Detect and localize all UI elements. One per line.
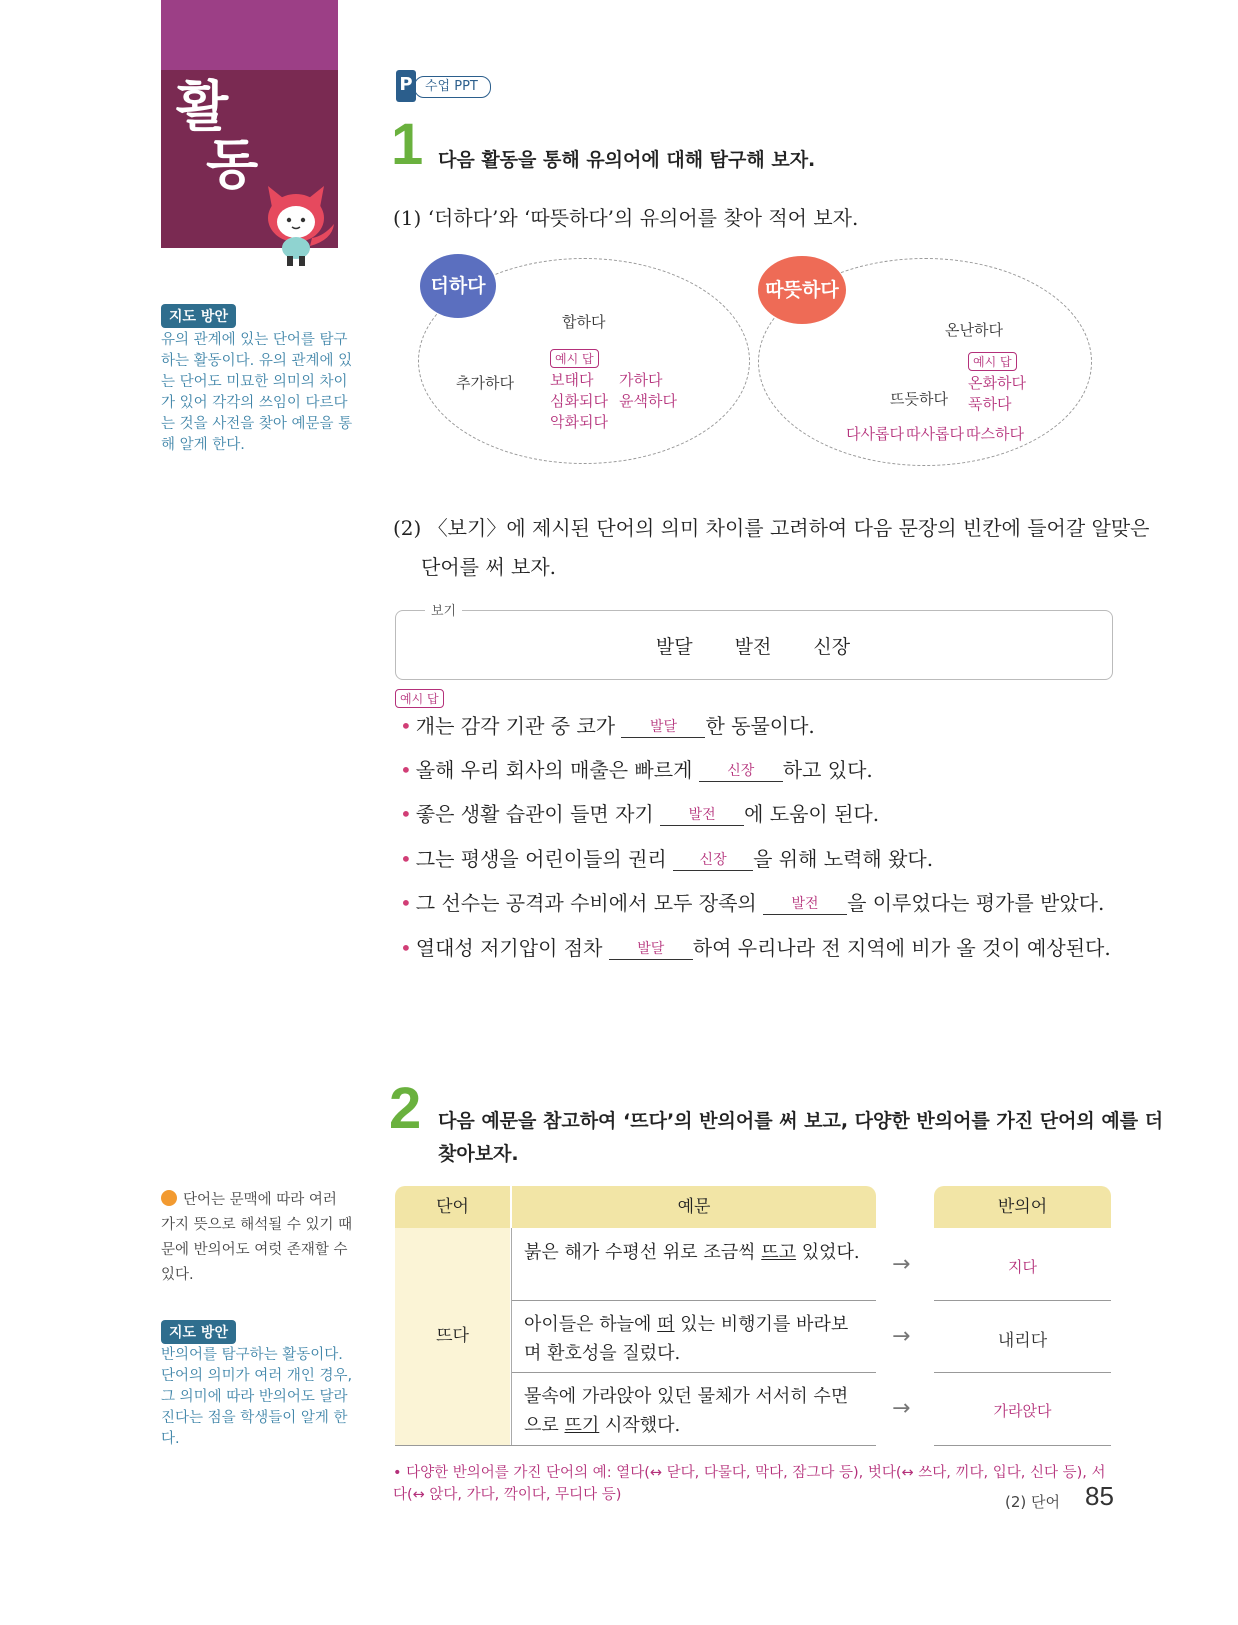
table-bottom-border	[395, 1445, 876, 1446]
sentence-blank: 발달	[621, 717, 705, 738]
table-row-3-antonym: 가라앉다	[993, 1402, 1052, 1420]
example-underlined: 뜨기	[564, 1415, 600, 1436]
arrow-icon: →	[892, 1324, 911, 1349]
page-section: (2) 단어	[1005, 1493, 1060, 1511]
question-1-sub2-line2: 단어를 써 보자.	[421, 555, 556, 579]
row-divider	[512, 1300, 876, 1301]
blob-1-word-a: 합하다	[562, 313, 606, 331]
table-header-antonym: 반의어	[934, 1186, 1111, 1228]
sentence-pre: 개는 감각 기관 중 코가	[415, 714, 622, 738]
example-text: 아이들은 하늘에	[524, 1314, 658, 1335]
bogi-label: 보기	[425, 600, 462, 619]
sentence-3	[400, 798, 879, 827]
fox-mascot-icon	[254, 176, 340, 268]
sentence-4	[400, 843, 933, 872]
example-underlined: 뜨고	[761, 1242, 797, 1263]
blob-1-answer-2: 가하다	[619, 371, 663, 389]
activity-title-line1: 활	[176, 75, 225, 138]
antonym-examples-note: • 다양한 반의어를 가진 단어의 예: 열다(↔ 닫다, 다물다, 막다, 잠그다 등), 벗다(↔ 쓰다, 끼다, 입다, 신다 등), 서다(↔ 앉다, 가다, 깍이다, 무디다 등)	[393, 1465, 1106, 1503]
question-1-number: 1	[391, 112, 424, 177]
sentence-blank: 발전	[763, 894, 847, 915]
table-row-1-antonym: 지다	[1008, 1258, 1037, 1276]
sentence-5	[400, 887, 1104, 916]
blob-2-answer-2: 푹하다	[968, 395, 1012, 413]
blob-2-answer-1: 온화하다	[968, 374, 1026, 392]
table-row-2-antonym: 내리다	[997, 1331, 1048, 1351]
sentence-post: 을 이루었다는 평가를 받았다.	[847, 891, 1105, 915]
bullet-icon: •	[400, 891, 412, 915]
row-divider	[934, 1372, 1111, 1373]
table-row-3-example	[512, 1382, 876, 1440]
sentences-answer-tag: 예시 답	[395, 689, 444, 708]
bullet-icon: •	[400, 714, 412, 738]
arrow-icon: →	[892, 1252, 911, 1277]
sentence-post: 을 위해 노력해 왔다.	[753, 847, 934, 871]
blob-1-word-b: 추가하다	[456, 374, 514, 392]
bogi-word: 신장	[813, 636, 851, 658]
sentence-post: 하여 우리나라 전 지역에 비가 올 것이 예상된다.	[692, 936, 1111, 960]
example-text: 물속에 가라앉아 있던 물체가 서서히 수면으로	[524, 1386, 849, 1436]
bullet-icon: •	[400, 802, 412, 826]
blob-1-answer-1: 보태다	[550, 371, 594, 389]
table-row-1-example	[512, 1238, 876, 1267]
blob-2-answer-3: 다사롭다	[846, 425, 904, 443]
table-bottom-border	[934, 1445, 1111, 1446]
blob-1-answer-3: 심화되다	[550, 392, 608, 410]
sentence-pre: 그 선수는 공격과 수비에서 모두 장족의	[415, 891, 764, 915]
question-2-text-line2: 찾아보자.	[438, 1143, 519, 1165]
guide-text-2: 반의어를 탐구하는 활동이다. 단어의 의미가 여러 개인 경우, 그 의미에 따라 반의어도 달라진다는 점을 학생들이 알게 한다.	[161, 1347, 353, 1447]
example-text: 시작했다.	[599, 1415, 681, 1436]
blob-2-word-b: 뜨듯하다	[890, 390, 948, 408]
arrow-icon: →	[892, 1396, 911, 1421]
blob-1-badge: 더하다	[420, 254, 496, 318]
sentence-blank: 발달	[609, 939, 693, 960]
bogi-words	[395, 632, 1111, 659]
sentence-blank: 신장	[699, 761, 783, 782]
sentence-pre: 열대성 저기압이 점차	[415, 936, 609, 960]
sentence-blank: 발전	[660, 805, 744, 826]
question-1-text: 다음 활동을 통해 유의어에 대해 탐구해 보자.	[438, 149, 816, 171]
activity-title-line2: 동	[206, 133, 255, 196]
sentence-pre: 올해 우리 회사의 매출은 빠르게	[415, 758, 699, 782]
blob-2-answer-tag: 예시 답	[968, 352, 1017, 371]
ppt-icon[interactable]: P	[396, 70, 416, 102]
sentence-post: 한 동물이다.	[705, 714, 815, 738]
blob-2-word-a: 온난하다	[945, 321, 1003, 339]
question-2-text-line1: 다음 예문을 참고하여 ‘뜨다’의 반의어를 써 보고, 다양한 반의어를 가진 단어의 예를 더	[438, 1110, 1164, 1132]
guide-tag-2: 지도 방안	[161, 1320, 236, 1344]
blob-1-answer-5: 악화되다	[550, 413, 608, 431]
guide-text-1: 유의 관계에 있는 단어를 탐구하는 활동이다. 유의 관계에 있는 단어도 미묘한 의미의 차이가 있어 각각의 쓰임이 다르다는 것을 사전을 찾아 예문을 통해 알게 한다.	[161, 332, 353, 453]
bogi-word: 발달	[655, 636, 693, 658]
question-2-number: 2	[389, 1076, 422, 1141]
page-number: 85	[1085, 1481, 1114, 1511]
banner-top-strip	[161, 0, 338, 70]
question-1-sub1: (1) ‘더하다’와 ‘따뜻하다’의 유의어를 찾아 적어 보자.	[393, 206, 859, 230]
ppt-label[interactable]: 수업 PPT	[414, 76, 491, 98]
bogi-word: 발전	[734, 636, 772, 658]
table-header-word: 단어	[395, 1186, 510, 1228]
example-text: 붉은 해가 수평선 위로 조금씩	[524, 1242, 762, 1263]
guide-tag-1: 지도 방안	[161, 304, 236, 328]
table-row-2-example	[512, 1310, 876, 1368]
sentence-1	[400, 710, 815, 739]
blob-2-badge: 따뜻하다	[758, 256, 846, 324]
sentence-post: 하고 있다.	[782, 758, 873, 782]
sentence-blank: 신장	[673, 850, 753, 871]
sentence-2	[400, 754, 873, 783]
context-note	[161, 1188, 353, 1288]
row-divider	[512, 1372, 876, 1373]
bullet-icon: •	[400, 847, 412, 871]
example-text: 있었다.	[796, 1242, 860, 1263]
sentence-6	[400, 932, 1111, 961]
example-underlined: 떠	[657, 1314, 675, 1335]
sentence-pre: 그는 평생을 어린이들의 권리	[415, 847, 674, 871]
bullet-icon: •	[400, 936, 412, 960]
blob-2-answer-4: 따사롭다	[906, 425, 964, 443]
context-note-text: 단어는 문맥에 따라 여러 가지 뜻으로 해석될 수 있기 때문에 반의어도 여럿 존재할 수 있다.	[161, 1192, 353, 1283]
table-word-cell: 뜨다	[395, 1228, 510, 1445]
blob-1-answer-tag: 예시 답	[550, 349, 599, 368]
question-1-sub2-line1: (2) 〈보기〉에 제시된 단어의 의미 차이를 고려하여 다음 문장의 빈칸에 들어갈 알맞은	[393, 516, 1150, 540]
sentence-pre: 좋은 생활 습관이 들면 자기	[415, 802, 661, 826]
row-divider	[934, 1300, 1111, 1301]
blob-2-answer-5: 따스하다	[966, 425, 1024, 443]
blob-1-answer-4: 윤색하다	[619, 392, 677, 410]
bullet-icon: •	[400, 758, 412, 782]
orange-dot-icon	[161, 1190, 177, 1206]
example-text: 있는 비행기를 바라보며 환호성을 질렀다.	[524, 1314, 849, 1364]
table-header-example: 예문	[512, 1186, 876, 1228]
sentence-post: 에 도움이 된다.	[744, 802, 880, 826]
